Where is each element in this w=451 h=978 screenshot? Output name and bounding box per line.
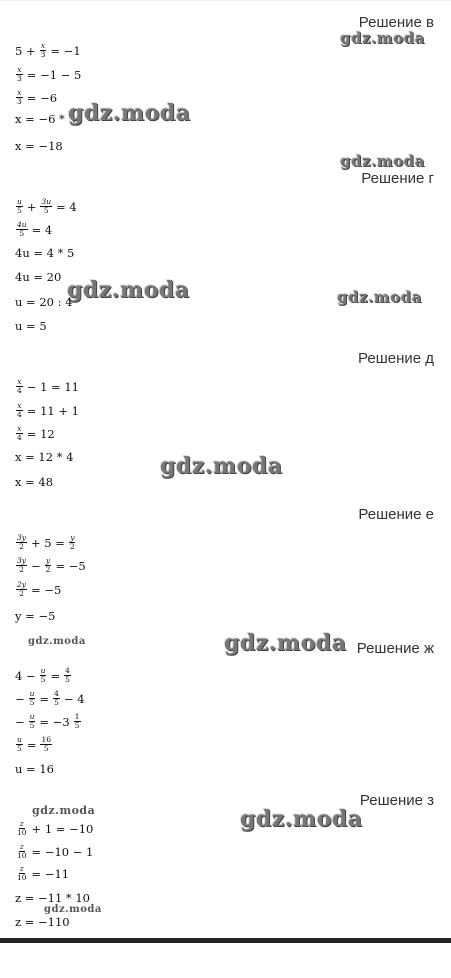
watermark: gdz.moda [224, 630, 347, 656]
equation-line: u = 20 : 4 [15, 295, 73, 309]
watermark: gdz.moda [337, 288, 422, 306]
equation-line: x = 48 [15, 475, 54, 489]
equation-line [15, 713, 82, 730]
mixed-fraction: $\frac{1}{5}$ [74, 712, 80, 730]
equation-line [15, 667, 72, 684]
equation-line: x = −18 [15, 139, 63, 153]
watermark: gdz.moda [340, 152, 425, 170]
equation-line [15, 534, 77, 551]
watermark: gdz.moda [67, 277, 190, 303]
equation-text: = −5 [55, 558, 86, 573]
equation-line [15, 42, 81, 59]
fraction: $\frac{y}{2}$ [45, 556, 51, 574]
equation-text: = [39, 691, 50, 706]
heading-solution-zh: Решение ж [356, 640, 434, 657]
fraction: $\frac{2y}{2}$ [17, 580, 27, 598]
fraction: $\frac{u}{5}$ [17, 197, 22, 215]
fraction: $\frac{16}{5}$ [41, 735, 52, 753]
equation-text: = −1 − 5 [26, 67, 82, 82]
heading-solution-v: Решение в [358, 14, 434, 31]
equation-text: = [26, 737, 37, 752]
equation-text: = 4 [31, 222, 53, 237]
equation-text: − [15, 691, 25, 706]
watermark: gdz.moda [160, 453, 283, 479]
equation-line: z = −11 * 10 [15, 891, 90, 905]
fraction: $\frac{x}{3}$ [17, 88, 22, 106]
equation-text: − [31, 558, 41, 573]
equation-text: + 5 = [31, 535, 65, 550]
equation-text: = −1 [50, 43, 81, 58]
equation-text: = 4 [56, 199, 77, 214]
equation-line: 4u = 20 [15, 270, 62, 284]
heading-solution-d: Решение д [358, 350, 434, 367]
equation-line [15, 557, 86, 574]
heading-solution-z: Решение з [359, 792, 434, 809]
fraction: $\frac{4u}{5}$ [17, 220, 27, 238]
equation-text: − 1 = 11 [26, 379, 79, 394]
fraction: $\frac{u}{5}$ [29, 712, 35, 730]
watermark: gdz.moda [68, 100, 191, 126]
equation-line [15, 89, 57, 106]
equation-line: u = 16 [15, 762, 54, 776]
fraction: $\frac{z}{10}$ [17, 819, 27, 837]
top-border [0, 0, 451, 1]
equation-text: = −11 [31, 866, 70, 881]
heading-solution-g: Решение г [361, 170, 434, 187]
fraction: $\frac{3y}{2}$ [17, 533, 27, 551]
equation-text: = −6 [26, 90, 58, 105]
equation-line [15, 843, 93, 860]
equation-line [15, 690, 85, 707]
fraction: $\frac{u}{5}$ [40, 666, 46, 684]
fraction: $\frac{x}{3}$ [17, 65, 22, 83]
equation-text: = −3 [39, 714, 70, 729]
equation-text: − 4 [63, 691, 85, 706]
fraction: $\frac{x}{4}$ [17, 424, 22, 442]
watermark: gdz.moda [32, 804, 96, 817]
equation-line: x = 12 * 4 [15, 450, 74, 464]
watermark: gdz.moda [28, 636, 86, 647]
equation-text: 4 − [15, 668, 36, 683]
equation-text: − [15, 714, 25, 729]
equation-line: 4u = 4 * 5 [15, 246, 75, 260]
equation-line [15, 198, 77, 215]
equation-text: = −10 − 1 [31, 844, 94, 859]
fraction: $\frac{y}{2}$ [69, 533, 75, 551]
equation-line [15, 581, 61, 598]
watermark: gdz.moda [44, 904, 102, 915]
equation-text: 5 + [15, 43, 36, 58]
fraction: $\frac{u}{5}$ [29, 689, 35, 707]
equation-line: z = −110 [15, 915, 70, 929]
fraction: $\frac{z}{10}$ [17, 842, 27, 860]
equation-text: + 1 = −10 [31, 821, 94, 836]
fraction: $\frac{x}{3}$ [40, 41, 46, 59]
equation-line [15, 820, 93, 837]
fraction: $\frac{x}{4}$ [17, 401, 22, 419]
fraction: $\frac{z}{10}$ [17, 864, 27, 882]
equation-text: = 11 + 1 [26, 403, 79, 418]
watermark: gdz.moda [240, 806, 363, 832]
equation-line [15, 378, 79, 395]
fraction: $\frac{3y}{2}$ [17, 556, 27, 574]
fraction: $\frac{4}{5}$ [65, 666, 70, 684]
equation-text: + [26, 199, 37, 214]
fraction: $\frac{x}{4}$ [17, 377, 22, 395]
equation-line [15, 425, 55, 442]
equation-text: = −5 [31, 582, 62, 597]
equation-line [15, 66, 81, 83]
equation-line [15, 402, 79, 419]
watermark: gdz.moda [340, 29, 425, 47]
fraction: $\frac{u}{5}$ [17, 735, 22, 753]
fraction: $\frac{3u}{5}$ [41, 197, 52, 215]
fraction: $\frac{4}{5}$ [54, 689, 59, 707]
equation-line: u = 5 [15, 319, 47, 333]
equation-line: y = −5 [15, 609, 56, 623]
equation-line [15, 865, 69, 882]
equation-line [15, 736, 53, 753]
bottom-divider [0, 938, 451, 943]
equation-text: = [50, 668, 61, 683]
heading-solution-e: Решение е [358, 506, 434, 523]
equation-line [15, 221, 52, 238]
equation-line: x = −6 * 3 [15, 112, 76, 126]
equation-text: = 12 [26, 426, 55, 441]
